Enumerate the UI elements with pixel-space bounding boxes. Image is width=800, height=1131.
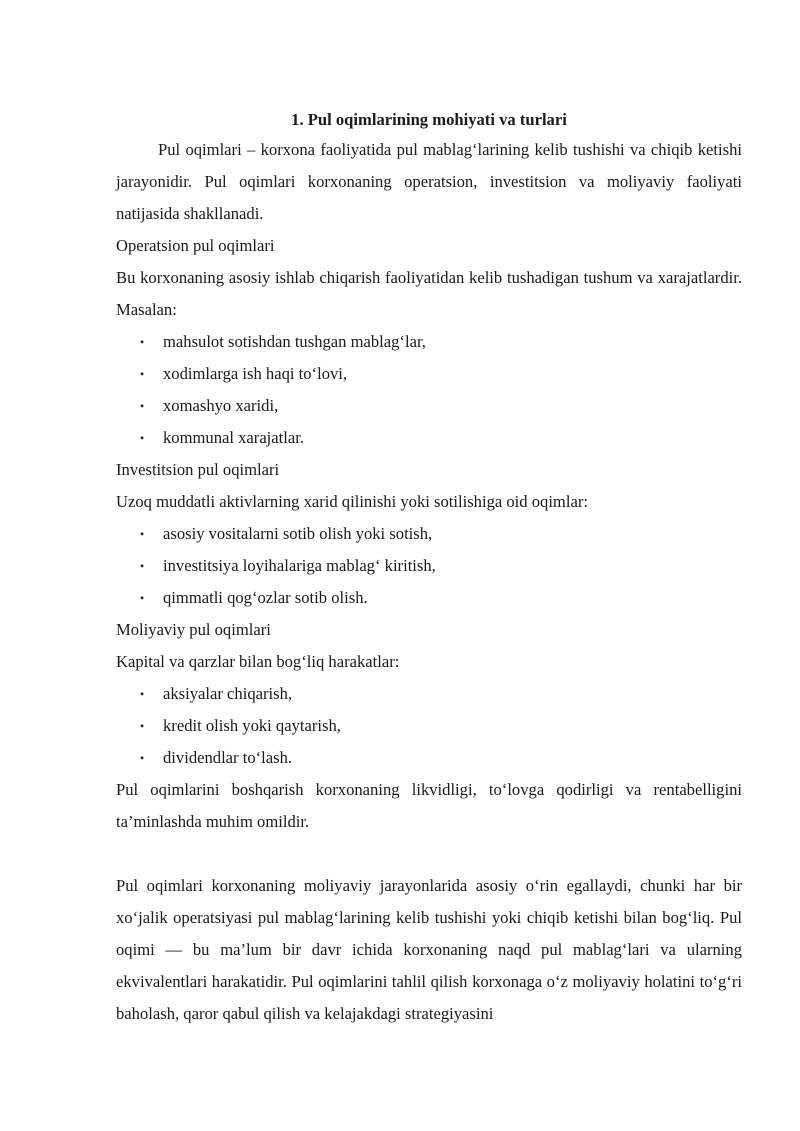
section-heading-financial: Moliyaviy pul oqimlari	[116, 620, 271, 639]
list-item: • xomashyo xaridi,	[116, 390, 742, 422]
bullet-icon: •	[140, 527, 145, 541]
bullet-icon: •	[140, 367, 145, 381]
bullet-icon: •	[140, 719, 145, 733]
bullet-icon: •	[140, 751, 145, 765]
list-item: • mahsulot sotishdan tushgan mablag‘lar,	[116, 326, 742, 358]
list-item: • xodimlarga ish haqi to‘lovi,	[116, 358, 742, 390]
list-item: • qimmatli qog‘ozlar sotib olish.	[116, 582, 742, 614]
list-item: • kommunal xarajatlar.	[116, 422, 742, 454]
body-paragraph: Pul oqimlari korxonaning moliyaviy jarayonlarida asosiy o‘rin egallaydi, chunki har bir xo‘jalik operatsiyasi pul mablag‘larining kelib tushishi yoki chiqib ketishi bilan bog‘liq. Pul oqimi — bu ma’lum bir davr ichida korxonaning naqd pul mablag‘lari va ularning ekvivalentlari harakatidir. Pul oqimlarini tahlil qilish korxonaga o‘z moliyaviy holatini to‘g‘ri baholash, qaror qabul qilish va kelajakdagi strategiyasini	[116, 876, 742, 1023]
bullet-icon: •	[140, 335, 145, 349]
section-text-operational: Bu korxonaning asosiy ishlab chiqarish faoliyatidan kelib tushadigan tushum va xarajatlardir. Masalan:	[116, 268, 742, 319]
bullet-icon: •	[140, 399, 145, 413]
list-item: • investitsiya loyihalariga mablag‘ kiritish,	[116, 550, 742, 582]
document-page	[116, 108, 742, 1030]
bullet-list-financial	[116, 678, 742, 774]
section-text-investment: Uzoq muddatli aktivlarning xarid qilinishi yoki sotilishiga oid oqimlar:	[116, 492, 588, 511]
paragraph-spacer	[116, 838, 742, 870]
bullet-icon: •	[140, 591, 145, 605]
list-item: • dividendlar to‘lash.	[116, 742, 742, 774]
list-item: • asosiy vositalarni sotib olish yoki sotish,	[116, 518, 742, 550]
bullet-icon: •	[140, 687, 145, 701]
section-heading-investment: Investitsion pul oqimlari	[116, 460, 280, 479]
bullet-icon: •	[140, 559, 145, 573]
section-heading-operational: Operatsion pul oqimlari	[116, 236, 275, 255]
intro-paragraph: Pul oqimlari – korxona faoliyatida pul mablag‘larining kelib tushishi va chiqib ketishi jarayonidir. Pul oqimlari korxonaning operatsion, investitsion va moliyaviy faoliyati natijasida shakllanadi.	[116, 140, 742, 223]
bullet-icon: •	[140, 431, 145, 445]
list-item: • kredit olish yoki qaytarish,	[116, 710, 742, 742]
section-text-financial: Kapital va qarzlar bilan bog‘liq harakatlar:	[116, 652, 400, 671]
bullet-list-operational	[116, 326, 742, 454]
conclusion-paragraph: Pul oqimlarini boshqarish korxonaning likvidligi, to‘lovga qodirligi va rentabelligini ta’minlashda muhim omildir.	[116, 780, 742, 831]
bullet-list-investment	[116, 518, 742, 614]
list-item: • aksiyalar chiqarish,	[116, 678, 742, 710]
section-title: 1. Pul oqimlarining mohiyati va turlari	[291, 110, 567, 129]
